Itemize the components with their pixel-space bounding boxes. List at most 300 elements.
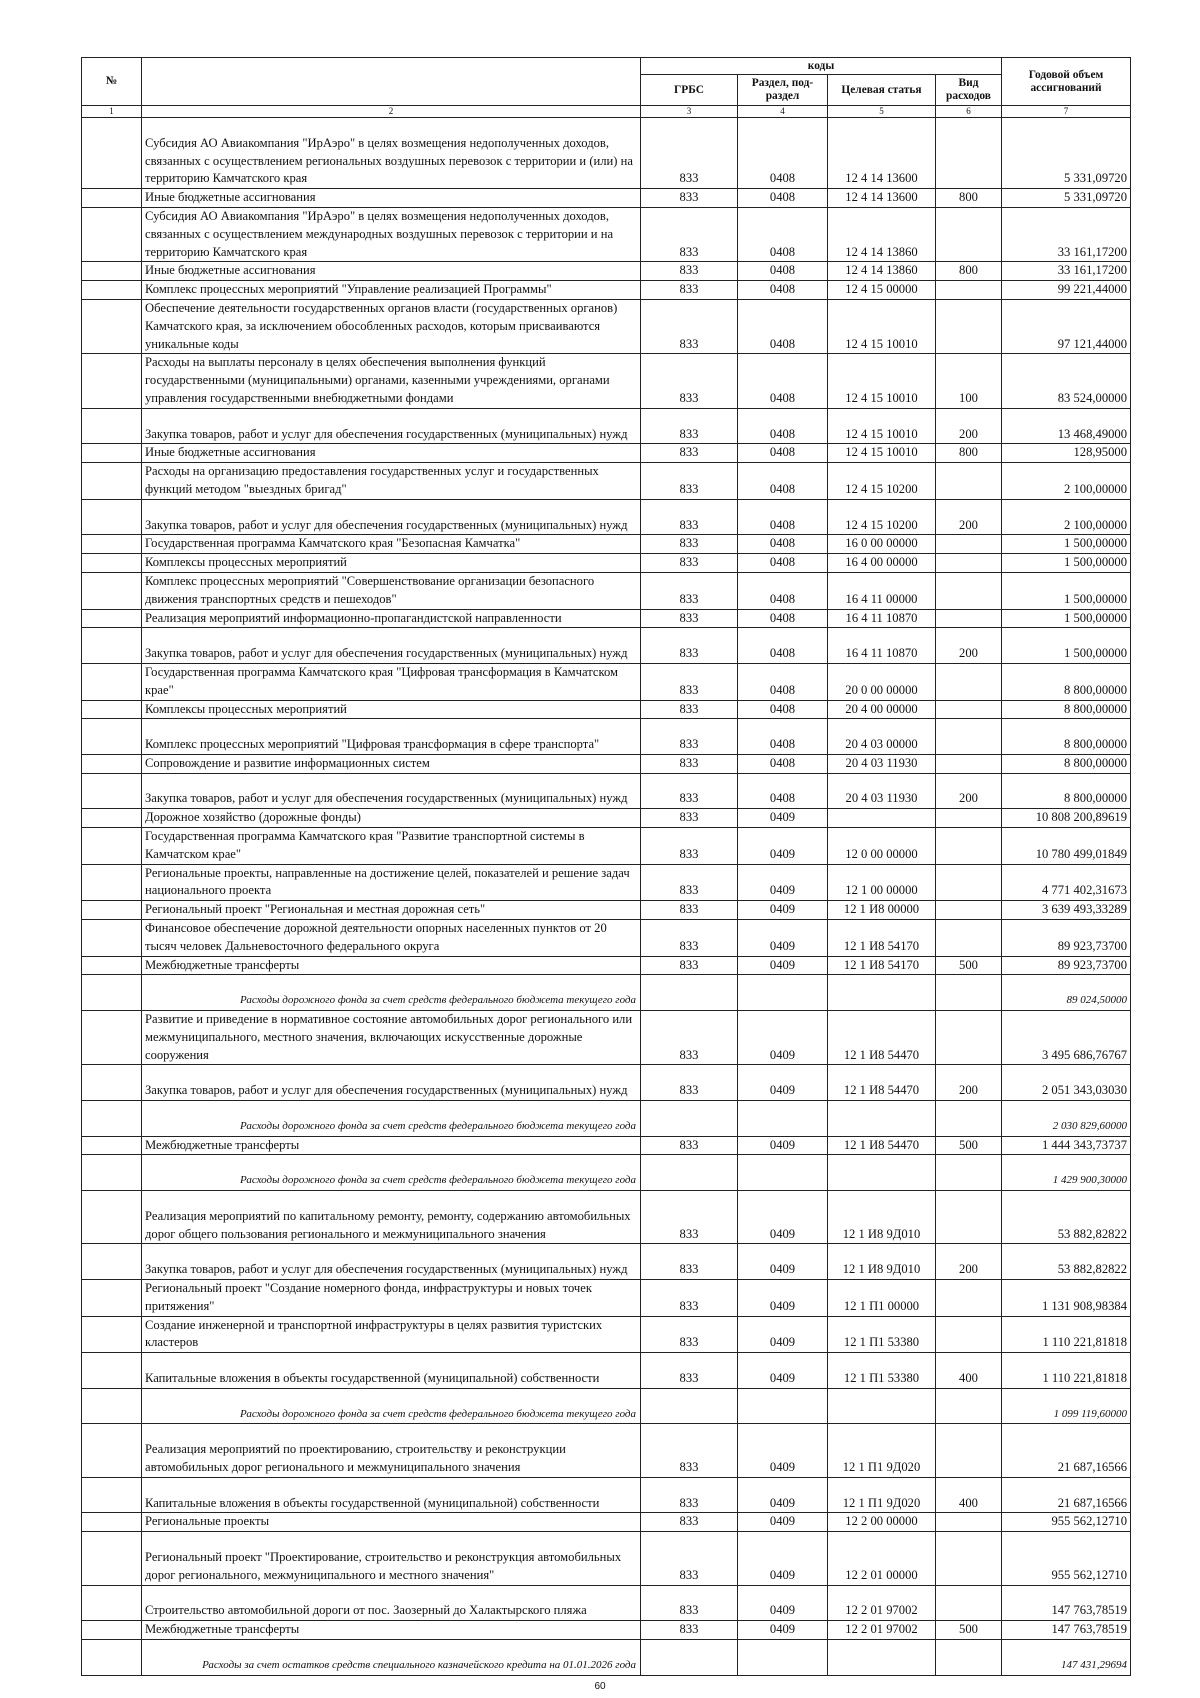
- cell-target: 16 4 11 10870: [828, 609, 936, 628]
- cell-grbs: 833: [641, 444, 738, 463]
- cell-amount: 147 763,78519: [1002, 1585, 1131, 1621]
- cell-number: [82, 754, 142, 773]
- note-row: [82, 1388, 1131, 1424]
- cell-grbs: 833: [641, 1585, 738, 1621]
- cell-number: [82, 1244, 142, 1280]
- table-row: [82, 628, 1131, 664]
- header-name: [142, 58, 641, 106]
- cell-name: Региональный проект "Проектирование, строительство и реконструкция автомобильных дорог регионального, межмуниципального и местного значения": [142, 1532, 641, 1585]
- cell-amount: 955 562,12710: [1002, 1513, 1131, 1532]
- table-row: [82, 1316, 1131, 1353]
- cell-amount: 21 687,16566: [1002, 1424, 1131, 1477]
- cell-section: 0409: [738, 956, 828, 975]
- table-row: [82, 663, 1131, 700]
- cell-section: 0409: [738, 1011, 828, 1065]
- cell-target: 12 1 И8 54170: [828, 956, 936, 975]
- cell-target: 20 4 03 00000: [828, 719, 936, 755]
- cell-target: 12 1 И8 9Д010: [828, 1191, 936, 1244]
- cell-grbs: 833: [641, 920, 738, 957]
- cell-grbs: 833: [641, 499, 738, 535]
- table-body: [82, 118, 1131, 1676]
- table-row: [82, 1424, 1131, 1477]
- cell-name: Комплексы процессных мероприятий: [142, 700, 641, 719]
- cell-target: 12 2 00 00000: [828, 1513, 936, 1532]
- table-row: [82, 1513, 1131, 1532]
- cell-kind: [936, 828, 1002, 865]
- cell-kind: [936, 1011, 1002, 1065]
- header-codes: коды: [641, 58, 1002, 75]
- cell-section: 0408: [738, 354, 828, 408]
- cell-kind: [936, 663, 1002, 700]
- cell-number: [82, 1136, 142, 1155]
- cell-number: [82, 207, 142, 261]
- cell-name: Комплексы процессных мероприятий: [142, 554, 641, 573]
- table-row: [82, 609, 1131, 628]
- cell-target: [828, 1388, 936, 1424]
- cell-grbs: 833: [641, 1244, 738, 1280]
- cell-number: [82, 262, 142, 281]
- cell-name: Закупка товаров, работ и услуг для обеспечения государственных (муниципальных) нужд: [142, 773, 641, 809]
- cell-target: 12 1 П1 9Д020: [828, 1477, 936, 1513]
- cell-section: 0408: [738, 628, 828, 664]
- cell-grbs: 833: [641, 809, 738, 828]
- cell-target: 12 2 01 00000: [828, 1532, 936, 1585]
- cell-amount: 5 331,09720: [1002, 118, 1131, 189]
- cell-grbs: 833: [641, 281, 738, 300]
- cell-number: [82, 1280, 142, 1317]
- cell-section: 0409: [738, 1136, 828, 1155]
- cell-amount: 53 882,82822: [1002, 1244, 1131, 1280]
- header-num: №: [82, 58, 142, 106]
- cell-grbs: [641, 1388, 738, 1424]
- cell-section: 0409: [738, 1244, 828, 1280]
- note-row: [82, 1101, 1131, 1137]
- cell-number: [82, 572, 142, 609]
- cell-kind: [936, 700, 1002, 719]
- cell-section: 0409: [738, 1191, 828, 1244]
- table-row: [82, 773, 1131, 809]
- cell-number: [82, 1191, 142, 1244]
- table-row: [82, 809, 1131, 828]
- cell-section: 0408: [738, 262, 828, 281]
- cell-name: Обеспечение деятельности государственных органов власти (государственных органов) Камчатского края, за исключением обособленных расходов, которым присваиваются уникальные коды: [142, 299, 641, 353]
- col-number-6: 6: [936, 106, 1002, 118]
- cell-grbs: 833: [641, 628, 738, 664]
- cell-amount: 1 500,00000: [1002, 554, 1131, 573]
- cell-target: 12 4 15 10010: [828, 408, 936, 444]
- cell-target: 12 1 П1 9Д020: [828, 1424, 936, 1477]
- budget-page: [81, 57, 1130, 1676]
- cell-target: 20 0 00 00000: [828, 663, 936, 700]
- cell-number: [82, 1065, 142, 1101]
- cell-target: 12 2 01 97002: [828, 1621, 936, 1640]
- cell-section: 0409: [738, 864, 828, 901]
- cell-kind: [936, 207, 1002, 261]
- col-number-3: 3: [641, 106, 738, 118]
- cell-grbs: 833: [641, 299, 738, 353]
- col-number-2: 2: [142, 106, 641, 118]
- cell-amount: 8 800,00000: [1002, 719, 1131, 755]
- cell-kind: [936, 299, 1002, 353]
- cell-name: Комплекс процессных мероприятий "Цифровая трансформация в сфере транспорта": [142, 719, 641, 755]
- cell-amount: 10 780 499,01849: [1002, 828, 1131, 865]
- cell-grbs: 833: [641, 901, 738, 920]
- cell-target: 12 1 И8 54470: [828, 1136, 936, 1155]
- cell-target: [828, 1155, 936, 1191]
- cell-target: 12 1 И8 54470: [828, 1065, 936, 1101]
- table-row: [82, 572, 1131, 609]
- cell-number: [82, 901, 142, 920]
- cell-section: 0409: [738, 1532, 828, 1585]
- cell-number: [82, 118, 142, 189]
- cell-grbs: 833: [641, 719, 738, 755]
- table-row: [82, 354, 1131, 408]
- note-row: [82, 1155, 1131, 1191]
- table-row: [82, 920, 1131, 957]
- cell-name: Региональные проекты: [142, 1513, 641, 1532]
- cell-grbs: [641, 975, 738, 1011]
- table-row: [82, 1621, 1131, 1640]
- cell-grbs: [641, 1639, 738, 1675]
- cell-amount: 89 024,50000: [1002, 975, 1131, 1011]
- cell-target: 12 4 15 10010: [828, 354, 936, 408]
- cell-section: [738, 1101, 828, 1137]
- table-row: [82, 189, 1131, 208]
- cell-number: [82, 299, 142, 353]
- cell-amount: 4 771 402,31673: [1002, 864, 1131, 901]
- cell-name: Создание инженерной и транспортной инфраструктуры в целях развития туристских кластеров: [142, 1316, 641, 1353]
- cell-kind: 200: [936, 628, 1002, 664]
- cell-kind: 500: [936, 1136, 1002, 1155]
- cell-number: [82, 628, 142, 664]
- cell-number: [82, 663, 142, 700]
- cell-name: Закупка товаров, работ и услуг для обеспечения государственных (муниципальных) нужд: [142, 1065, 641, 1101]
- cell-number: [82, 773, 142, 809]
- table-row: [82, 754, 1131, 773]
- cell-amount: 10 808 200,89619: [1002, 809, 1131, 828]
- cell-kind: [936, 1639, 1002, 1675]
- cell-number: [82, 1424, 142, 1477]
- cell-section: 0408: [738, 207, 828, 261]
- cell-name: Закупка товаров, работ и услуг для обеспечения государственных (муниципальных) нужд: [142, 408, 641, 444]
- cell-name: Межбюджетные трансферты: [142, 956, 641, 975]
- col-number-7: 7: [1002, 106, 1131, 118]
- cell-number: [82, 920, 142, 957]
- cell-section: 0409: [738, 1280, 828, 1317]
- cell-target: [828, 809, 936, 828]
- cell-number: [82, 444, 142, 463]
- cell-number: [82, 864, 142, 901]
- cell-amount: 99 221,44000: [1002, 281, 1131, 300]
- cell-grbs: 833: [641, 1280, 738, 1317]
- cell-amount: 33 161,17200: [1002, 262, 1131, 281]
- table-row: [82, 1191, 1131, 1244]
- cell-target: 20 4 03 11930: [828, 754, 936, 773]
- cell-amount: 3 639 493,33289: [1002, 901, 1131, 920]
- cell-amount: 8 800,00000: [1002, 663, 1131, 700]
- cell-amount: 2 051 343,03030: [1002, 1065, 1131, 1101]
- cell-name: Государственная программа Камчатского края "Безопасная Камчатка": [142, 535, 641, 554]
- cell-grbs: 833: [641, 1513, 738, 1532]
- cell-target: [828, 975, 936, 1011]
- cell-target: 12 1 П1 53380: [828, 1353, 936, 1389]
- cell-kind: [936, 719, 1002, 755]
- cell-amount: 8 800,00000: [1002, 773, 1131, 809]
- cell-target: 16 0 00 00000: [828, 535, 936, 554]
- cell-target: 12 1 И8 54170: [828, 920, 936, 957]
- cell-amount: 13 468,49000: [1002, 408, 1131, 444]
- cell-kind: 200: [936, 408, 1002, 444]
- cell-amount: 3 495 686,76767: [1002, 1011, 1131, 1065]
- cell-section: 0408: [738, 299, 828, 353]
- cell-section: 0408: [738, 663, 828, 700]
- cell-name: Расходы на выплаты персоналу в целях обеспечения выполнения функций государственными (муниципальными) органами, казенными учреждениями, органами управления государственными внебюджетными фондами: [142, 354, 641, 408]
- cell-kind: 200: [936, 773, 1002, 809]
- cell-grbs: 833: [641, 189, 738, 208]
- cell-grbs: 833: [641, 663, 738, 700]
- cell-target: 12 1 П1 00000: [828, 1280, 936, 1317]
- table-row: [82, 1011, 1131, 1065]
- cell-name: Капитальные вложения в объекты государственной (муниципальной) собственности: [142, 1353, 641, 1389]
- cell-target: 12 1 И8 00000: [828, 901, 936, 920]
- cell-kind: [936, 1155, 1002, 1191]
- cell-name: Государственная программа Камчатского края "Развитие транспортной системы в Камчатском крае": [142, 828, 641, 865]
- cell-amount: 1 500,00000: [1002, 572, 1131, 609]
- cell-kind: [936, 572, 1002, 609]
- cell-grbs: 833: [641, 1353, 738, 1389]
- cell-number: [82, 809, 142, 828]
- cell-number: [82, 828, 142, 865]
- header-kind: Вид расходов: [936, 75, 1002, 106]
- cell-amount: 8 800,00000: [1002, 700, 1131, 719]
- cell-name: Комплекс процессных мероприятий "Совершенствование организации безопасного движения транспортных средств и пешеходов": [142, 572, 641, 609]
- cell-section: 0409: [738, 1513, 828, 1532]
- cell-amount: 33 161,17200: [1002, 207, 1131, 261]
- cell-target: 12 4 14 13860: [828, 262, 936, 281]
- cell-name: Иные бюджетные ассигнования: [142, 444, 641, 463]
- cell-target: 12 1 П1 53380: [828, 1316, 936, 1353]
- cell-number: [82, 719, 142, 755]
- cell-kind: [936, 535, 1002, 554]
- table-row: [82, 299, 1131, 353]
- cell-target: 20 4 03 11930: [828, 773, 936, 809]
- cell-section: 0409: [738, 920, 828, 957]
- cell-number: [82, 1639, 142, 1675]
- cell-grbs: [641, 1155, 738, 1191]
- cell-amount: 83 524,00000: [1002, 354, 1131, 408]
- cell-section: 0408: [738, 572, 828, 609]
- cell-grbs: 833: [641, 700, 738, 719]
- header-section: Раздел, под-раздел: [738, 75, 828, 106]
- table-row: [82, 1244, 1131, 1280]
- cell-grbs: 833: [641, 1424, 738, 1477]
- cell-kind: [936, 1585, 1002, 1621]
- cell-grbs: 833: [641, 754, 738, 773]
- cell-name: Региональные проекты, направленные на достижение целей, показателей и решение задач национального проекта: [142, 864, 641, 901]
- cell-amount: 89 923,73700: [1002, 920, 1131, 957]
- cell-name: Сопровождение и развитие информационных систем: [142, 754, 641, 773]
- cell-name: Дорожное хозяйство (дорожные фонды): [142, 809, 641, 828]
- cell-target: 12 0 00 00000: [828, 828, 936, 865]
- budget-table: [81, 57, 1131, 1676]
- cell-section: [738, 975, 828, 1011]
- cell-section: 0409: [738, 1316, 828, 1353]
- cell-grbs: 833: [641, 1065, 738, 1101]
- header-grbs: ГРБС: [641, 75, 738, 106]
- cell-section: 0409: [738, 1585, 828, 1621]
- header-amount: Годовой объем ассигнований: [1002, 58, 1131, 106]
- cell-grbs: 833: [641, 535, 738, 554]
- cell-kind: [936, 754, 1002, 773]
- table-row: [82, 1477, 1131, 1513]
- cell-kind: [936, 118, 1002, 189]
- cell-kind: [936, 901, 1002, 920]
- cell-name: Расходы дорожного фонда за счет средств федерального бюджета текущего года: [142, 1155, 641, 1191]
- cell-grbs: 833: [641, 773, 738, 809]
- cell-number: [82, 1155, 142, 1191]
- cell-number: [82, 408, 142, 444]
- table-row: [82, 207, 1131, 261]
- cell-kind: [936, 463, 1002, 500]
- table-row: [82, 828, 1131, 865]
- note-row: [82, 975, 1131, 1011]
- cell-number: [82, 1316, 142, 1353]
- cell-grbs: 833: [641, 118, 738, 189]
- cell-section: 0408: [738, 535, 828, 554]
- cell-kind: 800: [936, 262, 1002, 281]
- cell-grbs: 833: [641, 463, 738, 500]
- cell-section: 0408: [738, 118, 828, 189]
- cell-target: 12 2 01 97002: [828, 1585, 936, 1621]
- cell-name: Развитие и приведение в нормативное состояние автомобильных дорог регионального или межмуниципального, местного значения, включающих искусственные дорожные сооружения: [142, 1011, 641, 1065]
- cell-name: Субсидия АО Авиакомпания "ИрАэро" в целях возмещения недополученных доходов, связанных с осуществлением международных воздушных перевозок с территории и на территорию Камчатского края: [142, 207, 641, 261]
- cell-section: 0408: [738, 609, 828, 628]
- table-row: [82, 700, 1131, 719]
- cell-grbs: 833: [641, 207, 738, 261]
- cell-name: Субсидия АО Авиакомпания "ИрАэро" в целях возмещения недополученных доходов, связанных с осуществлением региональных воздушных перевозок с территории и (или) на территорию Камчатского края: [142, 118, 641, 189]
- cell-amount: 5 331,09720: [1002, 189, 1131, 208]
- cell-number: [82, 1585, 142, 1621]
- cell-section: 0408: [738, 773, 828, 809]
- cell-kind: 200: [936, 499, 1002, 535]
- cell-section: 0409: [738, 809, 828, 828]
- cell-section: [738, 1388, 828, 1424]
- cell-section: [738, 1639, 828, 1675]
- cell-number: [82, 1477, 142, 1513]
- cell-name: Расходы дорожного фонда за счет средств федерального бюджета текущего года: [142, 1101, 641, 1137]
- cell-amount: 8 800,00000: [1002, 754, 1131, 773]
- cell-kind: [936, 1191, 1002, 1244]
- cell-kind: 400: [936, 1353, 1002, 1389]
- table-row: [82, 444, 1131, 463]
- cell-kind: 200: [936, 1244, 1002, 1280]
- cell-grbs: 833: [641, 572, 738, 609]
- cell-number: [82, 1353, 142, 1389]
- cell-target: 12 4 14 13600: [828, 118, 936, 189]
- cell-name: Реализация мероприятий по капитальному ремонту, ремонту, содержанию автомобильных дорог общего пользования регионального и межмуниципального значения: [142, 1191, 641, 1244]
- table-row: [82, 901, 1131, 920]
- cell-amount: 1 110 221,81818: [1002, 1353, 1131, 1389]
- cell-grbs: 833: [641, 1621, 738, 1640]
- cell-amount: 1 429 900,30000: [1002, 1155, 1131, 1191]
- page-number: 60: [594, 1681, 606, 1692]
- cell-grbs: 833: [641, 609, 738, 628]
- cell-amount: 2 030 829,60000: [1002, 1101, 1131, 1137]
- cell-section: 0409: [738, 1477, 828, 1513]
- cell-amount: 955 562,12710: [1002, 1532, 1131, 1585]
- cell-amount: 1 500,00000: [1002, 535, 1131, 554]
- cell-section: 0409: [738, 1065, 828, 1101]
- cell-section: 0408: [738, 754, 828, 773]
- table-row: [82, 554, 1131, 573]
- table-row: [82, 956, 1131, 975]
- cell-target: 12 4 14 13860: [828, 207, 936, 261]
- cell-amount: 89 923,73700: [1002, 956, 1131, 975]
- cell-section: 0408: [738, 444, 828, 463]
- table-row: [82, 1353, 1131, 1389]
- cell-name: Строительство автомобильной дороги от пос. Заозерный до Халактырского пляжа: [142, 1585, 641, 1621]
- cell-name: Расходы дорожного фонда за счет средств федерального бюджета текущего года: [142, 1388, 641, 1424]
- header-target: Целевая статья: [828, 75, 936, 106]
- cell-name: Закупка товаров, работ и услуг для обеспечения государственных (муниципальных) нужд: [142, 499, 641, 535]
- col-number-4: 4: [738, 106, 828, 118]
- cell-target: [828, 1101, 936, 1137]
- cell-amount: 1 110 221,81818: [1002, 1316, 1131, 1353]
- cell-name: Иные бюджетные ассигнования: [142, 189, 641, 208]
- cell-number: [82, 1388, 142, 1424]
- cell-kind: [936, 1424, 1002, 1477]
- cell-grbs: 833: [641, 554, 738, 573]
- cell-grbs: 833: [641, 864, 738, 901]
- cell-name: Закупка товаров, работ и услуг для обеспечения государственных (муниципальных) нужд: [142, 1244, 641, 1280]
- cell-grbs: 833: [641, 1136, 738, 1155]
- table-row: [82, 864, 1131, 901]
- cell-kind: 200: [936, 1065, 1002, 1101]
- cell-section: 0408: [738, 408, 828, 444]
- cell-target: 12 4 14 13600: [828, 189, 936, 208]
- cell-number: [82, 1621, 142, 1640]
- cell-kind: 100: [936, 354, 1002, 408]
- cell-name: Расходы на организацию предоставления государственных услуг и государственных функций методом "выездных бригад": [142, 463, 641, 500]
- cell-amount: 2 100,00000: [1002, 463, 1131, 500]
- cell-number: [82, 189, 142, 208]
- cell-amount: 1 099 119,60000: [1002, 1388, 1131, 1424]
- cell-kind: [936, 864, 1002, 901]
- cell-kind: [936, 1280, 1002, 1317]
- cell-target: 12 4 15 10200: [828, 463, 936, 500]
- cell-amount: 97 121,44000: [1002, 299, 1131, 353]
- table-row: [82, 118, 1131, 189]
- note-row: [82, 1639, 1131, 1675]
- cell-grbs: 833: [641, 828, 738, 865]
- cell-grbs: 833: [641, 1316, 738, 1353]
- cell-section: 0408: [738, 554, 828, 573]
- cell-kind: [936, 1316, 1002, 1353]
- cell-number: [82, 1513, 142, 1532]
- table-row: [82, 1136, 1131, 1155]
- cell-name: Комплекс процессных мероприятий "Управление реализацией Программы": [142, 281, 641, 300]
- col-number-5: 5: [828, 106, 936, 118]
- cell-section: 0409: [738, 828, 828, 865]
- table-header: [82, 58, 1131, 118]
- cell-name: Иные бюджетные ассигнования: [142, 262, 641, 281]
- cell-number: [82, 1011, 142, 1065]
- cell-kind: [936, 975, 1002, 1011]
- cell-kind: 500: [936, 1621, 1002, 1640]
- cell-grbs: 833: [641, 1191, 738, 1244]
- table-row: [82, 281, 1131, 300]
- cell-number: [82, 499, 142, 535]
